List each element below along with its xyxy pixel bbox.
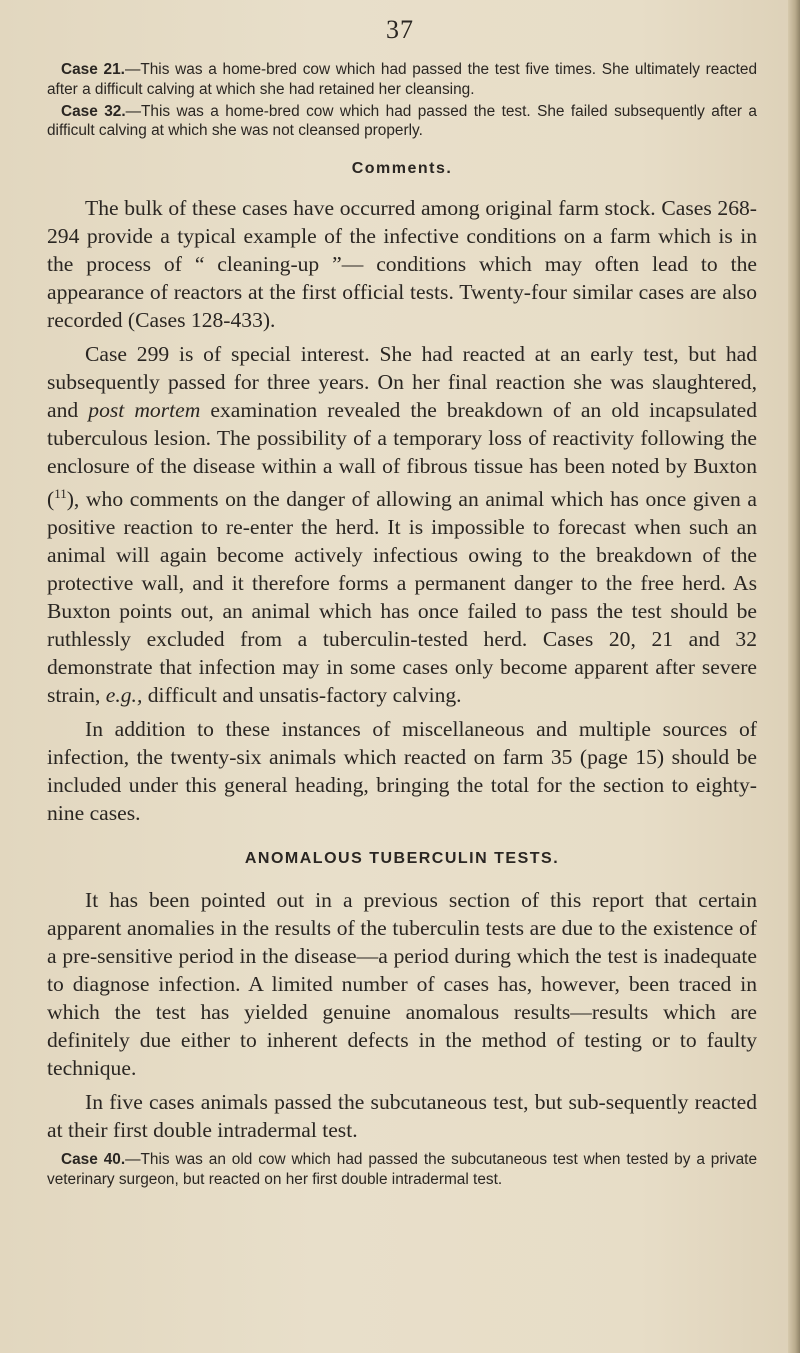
case-21-paragraph — [47, 60, 757, 100]
case-32-text: —This was a home-bred cow which had passed the test. She failed subsequently after a difficult calving at which she was not cleansed properly. — [47, 102, 757, 140]
case-40-paragraph — [47, 1150, 757, 1190]
comments-heading: Comments. — [351, 160, 453, 178]
page-number: 37 — [386, 15, 414, 44]
case-21-text: —This was a home-bred cow which had passed the test five times. She ultimately reacted after a difficult calving at which she had retained her cleansing. — [47, 61, 758, 98]
case-299-text-rest: ), who comments on the danger of allowing an animal which has once given a positive reaction to re-enter the herd. It is impossible to forecast when such an animal will again become actively infectious owing to the breakdown of the protective wall, and it therefore forms a permanent danger to the free herd. As Buxton points out, an animal which has once failed to pass the test should be ruthlessly excluded from a tuberculin-tested herd. Cases 20, 21 and 32 demonstrate that infection may in some cases only become apparent after severe strain, — [47, 487, 757, 708]
case-299-text-start: Case 299 is of special interest. She had reacted at an early test, but had subsequently passed for three years. On her final reaction she was slaughtered, and — [47, 342, 757, 423]
reference-number: 11 — [54, 486, 67, 502]
paragraph-pre-sensitive-period: It has been pointed out in a previous section of this report that certain apparent anomalies in the results of the tuberculin tests are due to the existence of a pre-sensitive period in the disease—a period during which the test is inadequate to diagnose infection. A limited number of cases has, however, been traced in which the test has yielded genuine anomalous results—results which are definitely due either to inherent defects in the method of testing or to faulty technique. — [47, 888, 757, 1081]
paragraph-original-stock: The bulk of these cases have occurred among original farm stock. Cases 268-294 provide a typical example of the infective conditions on a farm which is in the process of “ cleaning-up ”— conditions which may often lead to the appearance of reactors at the first official tests. Twenty-four similar cases are also recorded (Cases 128-433). — [47, 196, 757, 333]
case-40-label: Case 40. — [61, 1151, 126, 1169]
post-mortem-italic: post mortem — [88, 398, 201, 423]
paragraph-case-299 — [47, 340, 757, 709]
case-32-paragraph — [47, 102, 757, 142]
page-edge-shadow — [788, 0, 800, 1353]
paragraph-farm-35: In addition to these instances of miscellaneous and multiple sources of infection, the twenty-six animals which reacted on farm 35 (page 15) should be included under this general heading, bringing the total for the section to eighty-nine cases. — [47, 717, 757, 826]
eg-italic: e.g., — [105, 683, 143, 708]
case-299-text-end: difficult and unsatis-factory calving. — [142, 683, 462, 708]
page-body — [47, 60, 757, 1192]
case-299-text-middle: examination revealed the breakdown of an old incapsulated tuberculous lesion. The possibility of a temporary loss of reactivity following the enclosure of the disease within a wall of fibrous tissue has been noted by Buxton ( — [47, 398, 757, 512]
anomalous-tests-heading: ANOMALOUS TUBERCULIN TESTS. — [244, 850, 560, 868]
case-40-text: —This was an old cow which had passed the subcutaneous test when tested by a private veterinary surgeon, but reacted on her first double intradermal test. — [47, 1151, 757, 1189]
case-21-label: Case 21. — [61, 61, 125, 78]
case-32-label: Case 32. — [61, 102, 126, 120]
paragraph-five-cases: In five cases animals passed the subcutaneous test, but sub-sequently reacted at their first double intradermal test. — [47, 1090, 757, 1143]
